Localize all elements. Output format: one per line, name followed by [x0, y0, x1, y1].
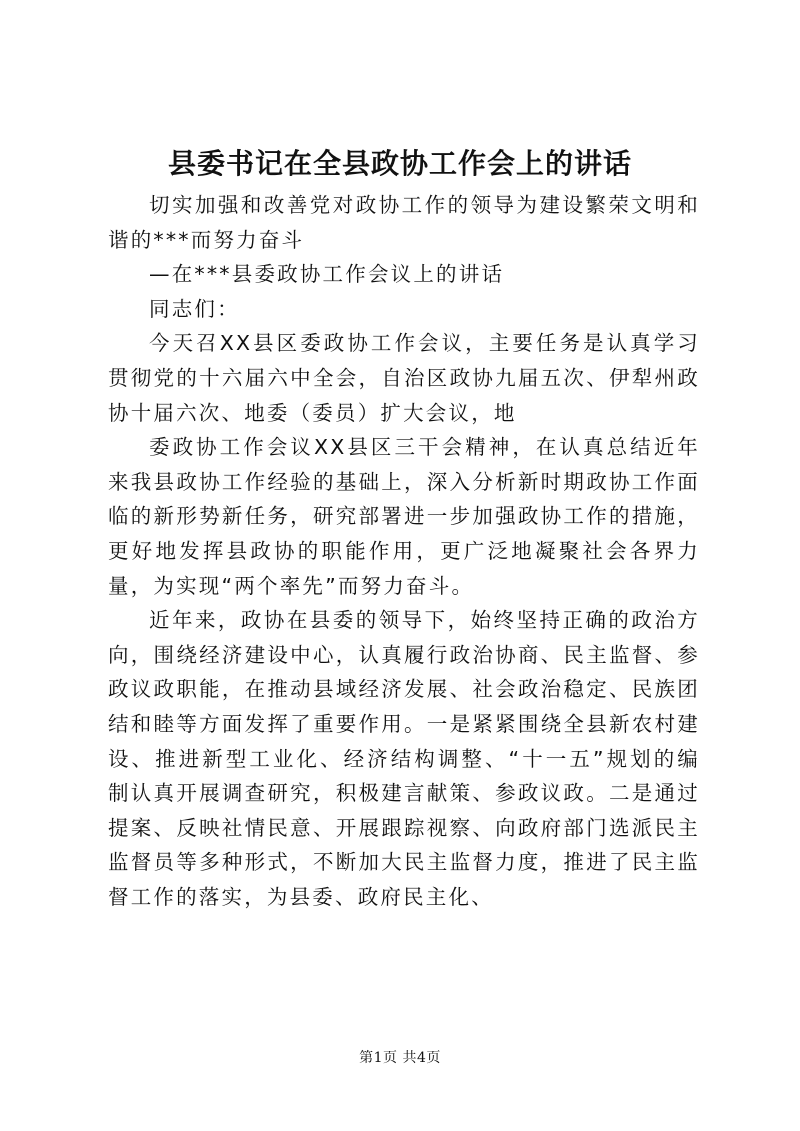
page-footer: 第1页 共4页 [359, 1050, 441, 1066]
document-title: 县委书记在全县政协工作会上的讲话 [167, 147, 632, 180]
speech-occasion: —在***县委政协工作会议上的讲话 [149, 262, 505, 287]
document-body [108, 188, 700, 914]
body-paragraph: 近年来，政协在县委的领导下，始终坚持正确的政治方向，围绕经济建设中心，认真履行政治协商、民主监督、参政议政职能，在推动县域经济发展、社会政治稳定、民族团结和睦等方面发挥了重要作用。一是紧紧围绕全县新农村建设、推进新型工业化、经济结构调整、“十一五”规划的编制认真开展调查研究，积极建言献策、参政议政。二是通过提案、反映社情民意、开展跟踪视察、向政府部门选派民主监督员等多种形式，不断加大民主监督力度，推进了民主监督工作的落实，为县委、政府民主化、 [108, 608, 700, 909]
salutation: 同志们： [149, 296, 240, 321]
body-paragraph: 委政协工作会议XX县区三干会精神，在认真总结近年来我县政协工作经验的基础上，深入分析新时期政协工作面临的新形势新任务，研究部署进一步加强政协工作的措施，更好地发挥县政协的职能作用，更广泛地凝聚社会各界力量，为实现“两个率先”而努力奋斗。 [108, 435, 700, 598]
subtitle-paragraph: 切实加强和改善党对政协工作的领导为建设繁荣文明和谐的***而努力奋斗 [108, 193, 700, 252]
body-paragraph: 今天召XX县区委政协工作会议，主要任务是认真学习贯彻党的十六届六中全会，自治区政协九届五次、伊犁州政协十届六次、地委（委员）扩大会议，地 [108, 331, 700, 425]
